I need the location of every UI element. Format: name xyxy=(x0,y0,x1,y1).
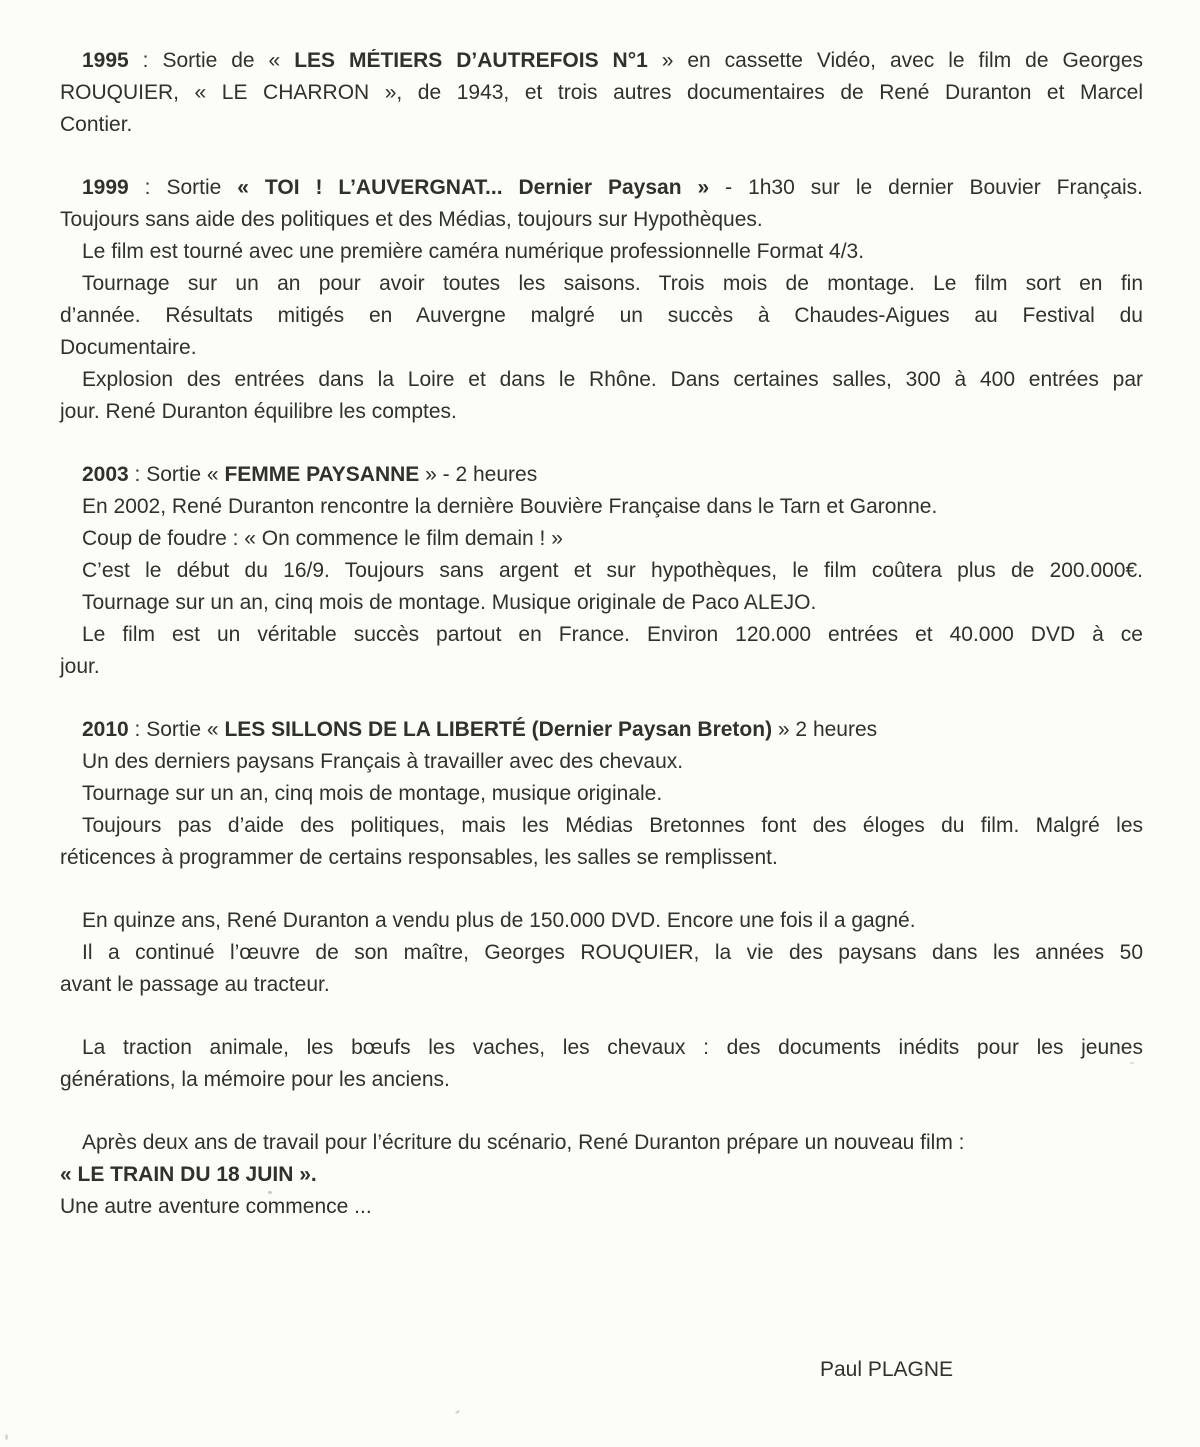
text-run: » - 2 heures xyxy=(419,463,538,486)
film-title: FEMME PAYSANNE xyxy=(224,463,420,486)
scan-speck xyxy=(5,1434,8,1440)
section-nouveau-film xyxy=(60,1127,1143,1223)
text-line: C’est le début du 16/9. Toujours sans argent et sur hypothèques, le film coûtera plus de 200.000€. xyxy=(82,559,1143,582)
scan-speck xyxy=(268,1191,272,1194)
text-line: Un des derniers paysans Français à travailler avec des chevaux. xyxy=(82,750,684,773)
text-line: Contier. xyxy=(60,113,133,136)
document-body xyxy=(60,45,1143,1223)
text-line: Tournage sur un an, cinq mois de montage. Musique originale de Paco ALEJO. xyxy=(82,591,817,614)
text-run: - 1h30 sur le dernier Bouvier Français. xyxy=(709,176,1143,199)
section-1999 xyxy=(60,172,1143,428)
text-line: En 2002, René Duranton rencontre la dernière Bouvière Française dans le Tarn et Garonne. xyxy=(82,495,938,518)
section-traction-animale xyxy=(60,1032,1143,1096)
text-line: jour. xyxy=(60,655,100,678)
section-2003 xyxy=(60,459,1143,683)
scan-speck xyxy=(1130,1062,1134,1064)
text-line: jour. René Duranton équilibre les comptes. xyxy=(60,400,457,423)
year-label: 2010 xyxy=(82,718,129,741)
text-run: : Sortie « xyxy=(128,718,225,741)
text-line: En quinze ans, René Duranton a vendu plus de 150.000 DVD. Encore une fois il a gagné. xyxy=(82,909,916,932)
text-line: Toujours pas d’aide des politiques, mais les Médias Bretonnes font des éloges du film. Malgré les xyxy=(82,814,1143,837)
text-run: » en cassette Vidéo, avec le film de Georges xyxy=(647,49,1143,72)
signature-author: Paul PLAGNE xyxy=(820,1358,954,1381)
text-line xyxy=(60,459,1143,491)
text-line xyxy=(60,45,1143,77)
film-title: « TOI ! L’AUVERGNAT... Dernier Paysan » xyxy=(237,176,710,199)
film-title: « LE TRAIN DU 18 JUIN ». xyxy=(60,1163,317,1186)
year-label: 1995 xyxy=(82,49,129,72)
text-line: Le film est un véritable succès partout en France. Environ 120.000 entrées et 40.000 DVD à ce xyxy=(82,623,1143,646)
text-line: générations, la mémoire pour les anciens. xyxy=(60,1068,450,1091)
text-line: Coup de foudre : « On commence le film demain ! » xyxy=(82,527,563,550)
text-run: : Sortie de « xyxy=(128,49,295,72)
text-line xyxy=(60,172,1143,204)
section-2010 xyxy=(60,714,1143,874)
text-line: Documentaire. xyxy=(60,336,197,359)
text-line: Le film est tourné avec une première caméra numérique professionnelle Format 4/3. xyxy=(82,240,865,263)
text-line: Toujours sans aide des politiques et des Médias, toujours sur Hypothèques. xyxy=(60,208,763,231)
text-line: avant le passage au tracteur. xyxy=(60,973,330,996)
text-run: » 2 heures xyxy=(772,718,878,741)
text-run: : Sortie xyxy=(128,176,238,199)
scan-speck xyxy=(455,1410,460,1415)
text-run: : Sortie « xyxy=(128,463,225,486)
text-line: La traction animale, les bœufs les vaches, les chevaux : des documents inédits pour les jeunes xyxy=(82,1036,1143,1059)
text-line: Une autre aventure commence ... xyxy=(60,1195,372,1218)
text-line: Tournage sur un an pour avoir toutes les saisons. Trois mois de montage. Le film sort en fin xyxy=(82,272,1143,295)
film-title: LES MÉTIERS D’AUTREFOIS N°1 xyxy=(294,49,648,72)
text-line: Il a continué l’œuvre de son maître, Georges ROUQUIER, la vie des paysans dans les années 50 xyxy=(82,941,1143,964)
text-line: d’année. Résultats mitigés en Auvergne malgré un succès à Chaudes-Aigues au Festival du xyxy=(60,304,1143,327)
text-line: Tournage sur un an, cinq mois de montage, musique originale. xyxy=(82,782,663,805)
section-1995 xyxy=(60,45,1143,141)
text-line: ROUQUIER, « LE CHARRON », de 1943, et trois autres documentaires de René Duranton et Marcel xyxy=(60,81,1143,104)
year-label: 2003 xyxy=(82,463,129,486)
section-bilan-quinze-ans xyxy=(60,905,1143,1001)
text-line: Après deux ans de travail pour l’écriture du scénario, René Duranton prépare un nouveau film : xyxy=(82,1131,965,1154)
film-title: LES SILLONS DE LA LIBERTÉ (Dernier Paysan Breton) xyxy=(224,718,773,741)
text-line: réticences à programmer de certains responsables, les salles se remplissent. xyxy=(60,846,778,869)
text-line: Explosion des entrées dans la Loire et dans le Rhône. Dans certaines salles, 300 à 400 entrées par xyxy=(82,368,1143,391)
text-line xyxy=(60,714,1143,746)
year-label: 1999 xyxy=(82,176,129,199)
